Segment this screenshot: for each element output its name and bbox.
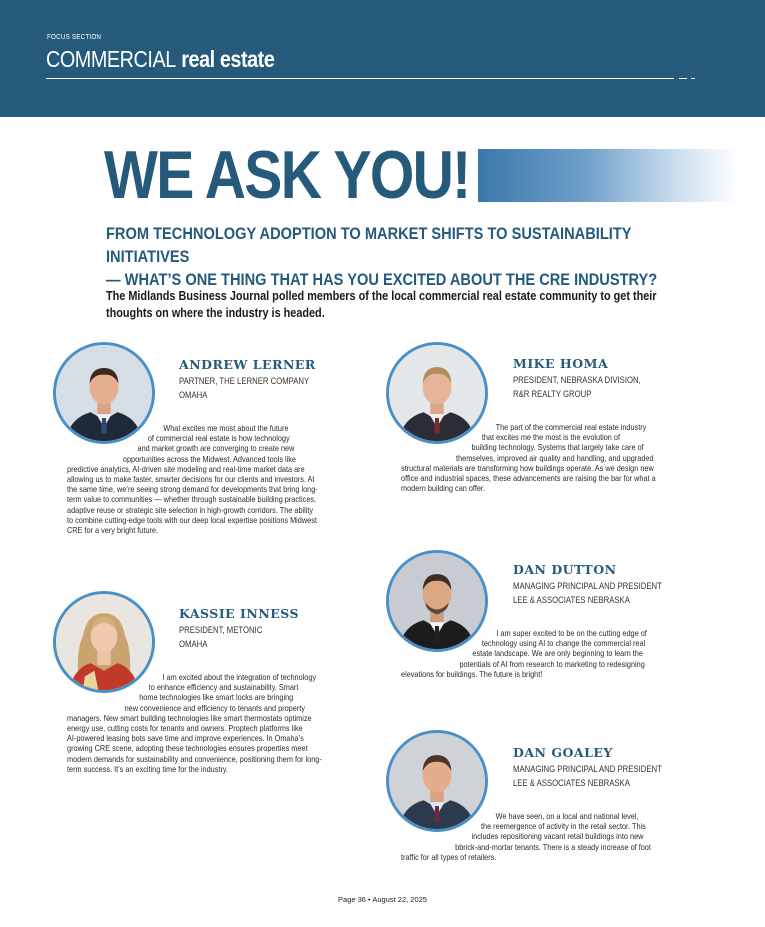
- quote-line: The part of the commercial real estate industry: [495, 422, 647, 432]
- page-headline: WE ASK YOU!: [104, 137, 470, 213]
- quote-line: estate landscape. We are only beginning to learn the: [472, 648, 643, 659]
- respondent-quote: [401, 811, 701, 862]
- quote-line: to enhance efficiency and sustainability. Smart: [148, 682, 299, 693]
- respondent-role: [513, 762, 662, 790]
- respondent-quote: [401, 628, 701, 679]
- quote-line: term success. It’s an exciting time for the industry.: [67, 763, 229, 774]
- subhead-line: — WHAT’S ONE THING THAT HAS YOU EXCITED ABOUT THE CRE INDUSTRY?: [106, 270, 658, 289]
- header-dash: [691, 78, 695, 79]
- section-title-light: COMMERCIAL: [46, 46, 176, 72]
- role-line: MANAGING PRINCIPAL AND PRESIDENT: [513, 581, 662, 591]
- header-dash: [679, 78, 687, 79]
- quote-line: traffic for all types of retailers.: [401, 851, 497, 862]
- quote-line: opportunities across the Midwest. Advanced tools like: [122, 453, 297, 464]
- role-line: PRESIDENT, METONIC: [179, 625, 263, 635]
- quote-line: adaptive reuse or strategic site selection in high-growth corridors. The ability: [67, 504, 314, 515]
- quote-line: elevations for buildings. The future is bright!: [401, 668, 543, 679]
- respondent-role: [513, 373, 641, 401]
- respondent-role: [179, 374, 309, 402]
- role-line: PRESIDENT, NEBRASKA DIVISION,: [513, 375, 641, 385]
- quote-line: that excites me the most is the evolution of: [481, 432, 620, 443]
- respondent-name: KASSIE INNESS: [179, 606, 300, 621]
- quote-line: building technology. Systems that largely take care of: [471, 442, 644, 453]
- quote-line: predictive analytics, AI-driven site modeling and real-time market data are: [67, 463, 305, 474]
- respondent-name: DAN GOALEY: [513, 745, 613, 760]
- header-rule: [46, 78, 674, 79]
- quote-line: technology using AI to change the commercial real: [481, 638, 646, 649]
- quote-line: modern building can offer.: [401, 483, 485, 494]
- quote-line: managers. New smart building technologies like smart thermostats optimize: [67, 712, 312, 723]
- quote-line: the same time, we’re seeing strong demand for developments that bring long-: [67, 484, 318, 495]
- quote-line: potentials of AI from research to marketing to redesigning: [459, 658, 645, 669]
- quote-line: AI-powered leasing bots save time and improve experiences. In Omaha’s: [67, 733, 304, 744]
- respondent-quote: [67, 423, 367, 535]
- quote-line: growing CRE scene, adopting these technologies ensures properties meet: [67, 743, 308, 754]
- section-header: [0, 0, 765, 117]
- subhead-line: FROM TECHNOLOGY ADOPTION TO MARKET SHIFTS TO SUSTAINABILITY INITIATIVES: [106, 224, 632, 266]
- quote-line: structural materials are transforming how buildings operate. As we design new: [401, 462, 654, 473]
- quote-line: to combine cutting-edge tools with our deep local expertise positions Midwest: [67, 514, 317, 525]
- intro-line: thoughts on where the industry is headed.: [106, 306, 325, 320]
- quote-line: CRE for a very bright future.: [67, 525, 159, 536]
- quote-line: new convenience and efficiency to tenants and property: [124, 702, 305, 713]
- intro-line: The Midlands Business Journal polled members of the local commercial real estate community to get their: [106, 289, 657, 303]
- intro-paragraph: [106, 288, 672, 322]
- quote-line: of commercial real estate is how technology: [147, 433, 290, 444]
- respondent-name: DAN DUTTON: [513, 562, 617, 577]
- respondent-role: [513, 579, 662, 607]
- quote-line: modern demands for sustainability and convenience, positioning them for long-: [67, 753, 322, 764]
- headline-gradient-bar: [478, 149, 738, 202]
- role-line: LEE & ASSOCIATES NEBRASKA: [513, 778, 630, 788]
- quote-line: themselves, improved air quality and handling, and upgraded: [456, 452, 654, 463]
- section-kicker: FOCUS SECTION: [47, 34, 102, 41]
- quote-line: energy use, cutting costs for tenants and owners. Proptech platforms like: [67, 723, 303, 734]
- section-title: [46, 44, 274, 74]
- role-line: LEE & ASSOCIATES NEBRASKA: [513, 595, 630, 605]
- quote-line: bbrick-and-mortar tenants. There is a steady increase of foot: [455, 841, 651, 852]
- role-line: MANAGING PRINCIPAL AND PRESIDENT: [513, 764, 662, 774]
- quote-line: I am super excited to be on the cutting edge of: [496, 628, 647, 638]
- quote-line: includes repositioning vacant retail buildings into new: [471, 831, 644, 842]
- quote-line: and market growth are converging to create new: [137, 443, 295, 454]
- respondent-name: ANDREW LERNER: [179, 357, 316, 372]
- role-line: OMAHA: [179, 639, 208, 649]
- role-line: OMAHA: [179, 390, 208, 400]
- respondent-quote: [401, 422, 701, 493]
- section-title-bold: real estate: [181, 46, 275, 72]
- page-subhead: [106, 222, 665, 291]
- respondent-name: MIKE HOMA: [513, 356, 609, 371]
- page-footer: Page 36 • August 22, 2025: [338, 895, 427, 904]
- quote-line: We have seen, on a local and national level,: [495, 811, 639, 821]
- role-line: R&R REALTY GROUP: [513, 389, 592, 399]
- quote-line: office and industrial spaces, these advancements are raising the bar for what a: [401, 473, 656, 484]
- respondent-quote: [67, 672, 367, 774]
- quote-line: the reemergence of activity in the retail sector. This: [480, 821, 646, 832]
- quote-line: I am excited about the integration of technology: [162, 672, 317, 682]
- quote-line: term value to communities — whether through sustainable building practices,: [67, 494, 317, 505]
- respondent-role: [179, 623, 262, 651]
- quote-line: What excites me most about the future: [163, 423, 289, 433]
- quote-line: home technologies like smart locks are bringing: [139, 692, 294, 703]
- role-line: PARTNER, THE LERNER COMPANY: [179, 376, 310, 386]
- quote-line: allowing us to make faster, smarter decisions for our clients and investors. At: [67, 474, 315, 485]
